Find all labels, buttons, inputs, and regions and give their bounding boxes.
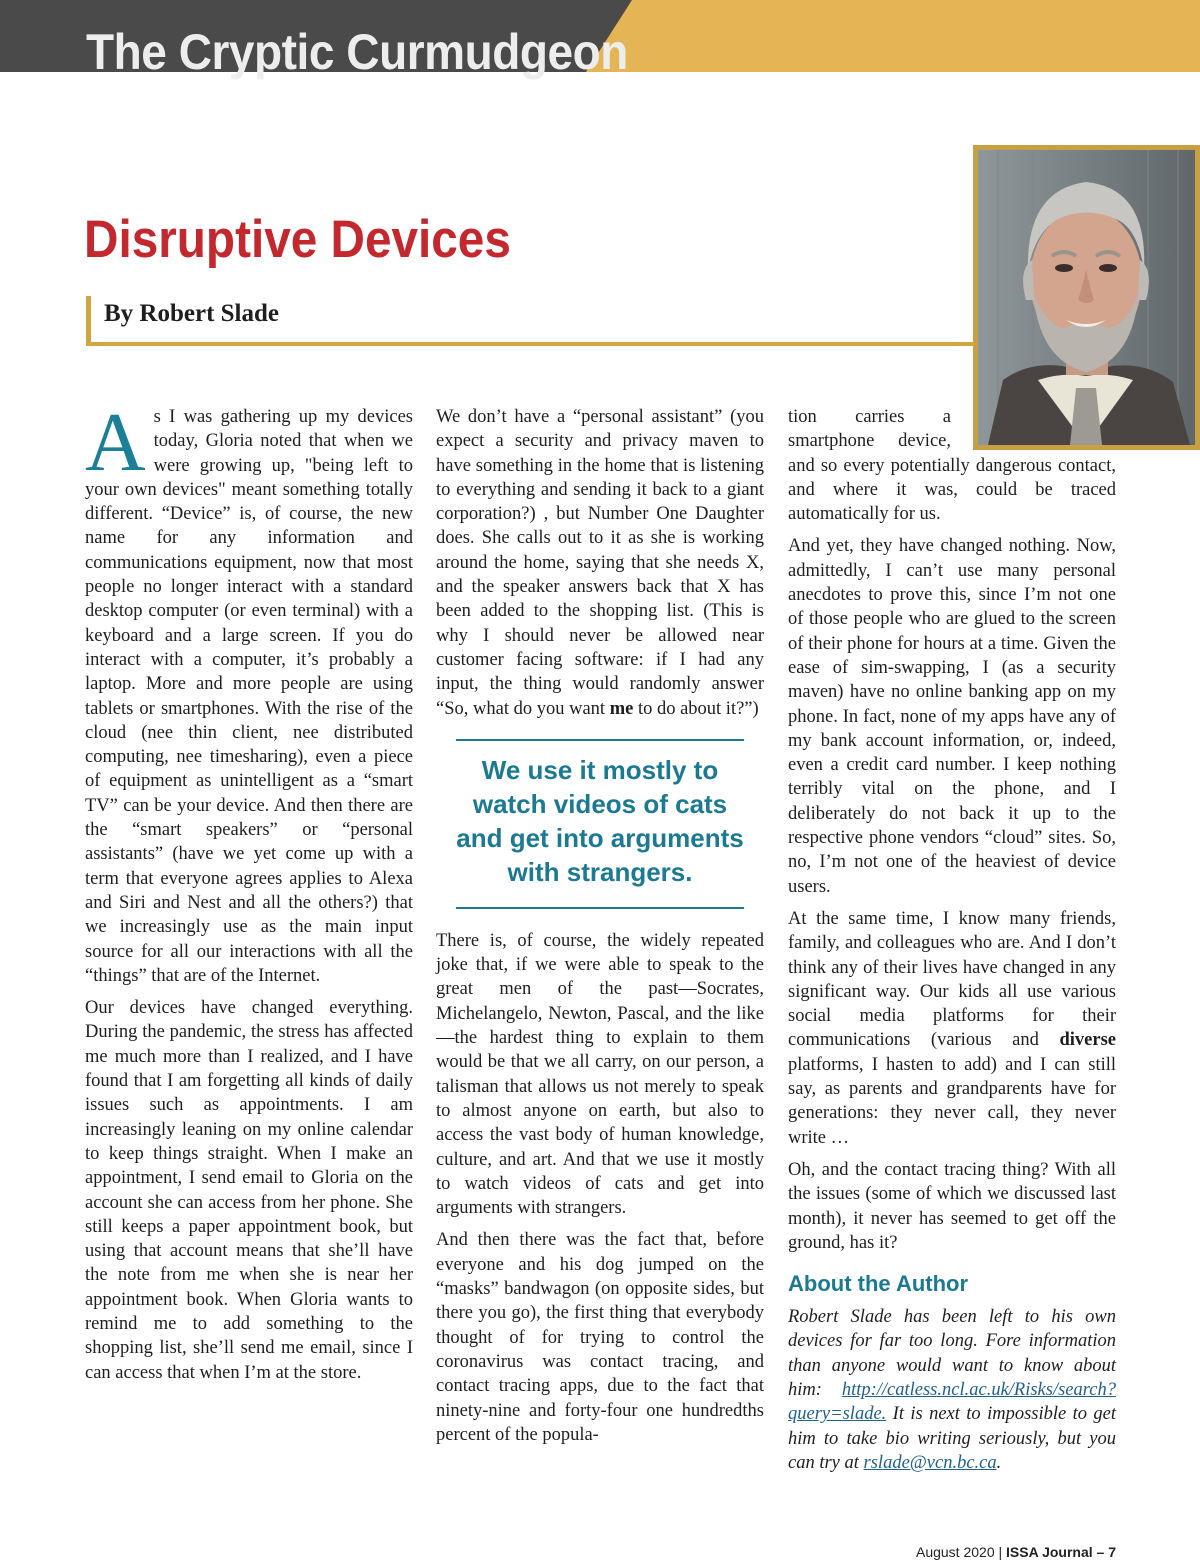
paragraph: And then there was the fact that, before everyone and his dog jumped on the “masks” bandwagon (on opposite sides, but there you go), the first thing that everybody thought of for trying to control the coronavirus was contact tracing, and contact tracing apps, due to the fact that ninety-nine and forty-four one hundredths percent of the popula- <box>436 1230 764 1445</box>
paragraph <box>788 405 1116 526</box>
paragraph-text: . <box>996 1452 1002 1473</box>
paragraph: Oh, and the contact tracing thing? With all the issues (some of which we discussed last month), it never has seemed to get off the ground, has it? <box>788 1159 1116 1253</box>
article-column-2 <box>436 405 764 1455</box>
emphasis-text: me <box>609 698 634 719</box>
paragraph-text: It is next to impossible to get him to take bio writing seriously, but you can try at <box>788 1404 1116 1473</box>
emphasis-text: diverse <box>1059 1030 1116 1051</box>
paragraph <box>788 907 1116 1150</box>
article-title: Disruptive Devices <box>84 210 511 269</box>
page-footer <box>916 1543 1116 1561</box>
about-author-text <box>788 1305 1116 1475</box>
paragraph-text: We don’t have a “personal assistant” (you expect a security and privacy maven to have something in the home that is listening to everything and sending it back to a giant corporation?) , but Number One Daughter does. She calls out to it as she is working around the home, saying that she needs X, and the speaker answers back that X has been added to the shopping list. (This is why I should never be allowed near customer facing software: if I had any input, the thing would randomly answer “So, what do you want <box>436 407 764 719</box>
paragraph-text: At the same time, I know many friends, family, and colleagues who are. And I don’t think any of their lives have changed in any significant way. Our kids all use various social media platforms for their communications (various and <box>788 908 1116 1051</box>
paragraph-text: Robert Slade has been left to his own devices for far too long. Fore information than anyone would want to know about him: <box>788 1307 1116 1400</box>
pull-quote-text: We use it mostly to watch videos of cats and get into arguments with strangers. <box>456 754 744 887</box>
column-title: The Cryptic Curmudgeon <box>86 24 628 80</box>
author-email-link[interactable]: rslade@vcn.bc.ca <box>863 1452 997 1473</box>
paragraph-text: to do about it?”) <box>633 698 759 719</box>
footer-date: August 2020 <box>915 1544 995 1560</box>
paragraph: There is, of course, the widely repeated joke that, if we were able to speak to the great men of the past—Socrates, Michelangelo, Newton, Pascal, and the like—the hardest thing to explain to them would be that we all carry, on our person, a talisman that allows us not merely to speak to almost anyone on earth, but also to access the vast body of human knowledge, culture, and art. And that we use it mostly to watch videos of cats and get into arguments with strangers. <box>436 930 764 1219</box>
byline-rule <box>86 342 978 346</box>
author-photo-illustration <box>978 150 1195 445</box>
paragraph-text: s I was gathering up my devices today, Gloria noted that when we were growing up, "being left to your own devices" meant something totally different. “Device” is, of course, the new name for any information and communications equipment, now that most people no longer interact with a standard desktop computer (or even terminal) with a keyboard and a large screen. If you do interact with a computer, it’s probably a laptop. More and more people are using tablets or smartphones. With the rise of the cloud (nee thin client, nee distributed computing, nee timesharing), even a piece of equipment as unintelligent as a “smart TV” can be your device. And then there are the “smart speakers” or “personal assistants” (have we yet come up with a term that everyone agrees applies to Alexa and Siri and Nest and all the others?) that we increasingly use as the main input source for all our interactions with all the “things” that are of the Internet. <box>85 407 413 986</box>
paragraph: And yet, they have changed nothing. Now, admittedly, I can’t use many personal anecdotes to prove this, since I’m not one of those people who are glued to the screen of their phone for hours at a time. Given the ease of sim-swapping, I (as a security maven) have no online banking app on my phone. In fact, none of my apps have any of my bank account information, or, indeed, even a credit card number. I keep nothing terribly vital on the phone, and I deliberately do not back it up to the respective phone vendors “cloud” sites. So, no, I’m not one of the heaviest of device users. <box>788 536 1116 897</box>
byline: By Robert Slade <box>104 300 279 327</box>
paragraph: Our devices have changed everything. During the pandemic, the stress has affected me much more than I realized, and I have found that I am forgetting all kinds of daily issues such as appointments. I am increasingly leaning on my online calendar to keep things straight. When I make an appointment, I send email to Gloria on the account she can access from her phone. She still keeps a paper appointment book, but using that account means that she’ll have the note from me when she is near her appointment book. When Gloria wants to remind me to add something to the shopping list, she’ll send me email, since I can access that when I’m at the store. <box>85 998 413 1383</box>
about-author-heading: About the Author <box>788 1271 969 1297</box>
byline-accent-bar <box>86 296 91 346</box>
paragraph <box>85 396 413 988</box>
author-website-link[interactable]: http://catless.ncl.ac.uk/Risks/search?query=slade. <box>788 1379 1116 1425</box>
portrait-wrap-space <box>951 405 1116 453</box>
footer-separator: | <box>998 1544 1003 1560</box>
article-column-3 <box>788 405 1116 1483</box>
drop-cap: A <box>85 396 146 489</box>
paragraph <box>436 405 764 721</box>
footer-journal-page: ISSA Journal – 7 <box>1006 1544 1116 1560</box>
paragraph-text: platforms, I hasten to add) and I can still say, as parents and grandparents have for generations: they never call, they never write … <box>788 1054 1116 1148</box>
pull-quote <box>456 739 744 909</box>
article-column-1 <box>85 396 413 1393</box>
paragraph-text: tion carries a smartphone device, and so every potentially dangerous contact, and where it was, could be traced automatically for us. <box>788 407 1116 525</box>
